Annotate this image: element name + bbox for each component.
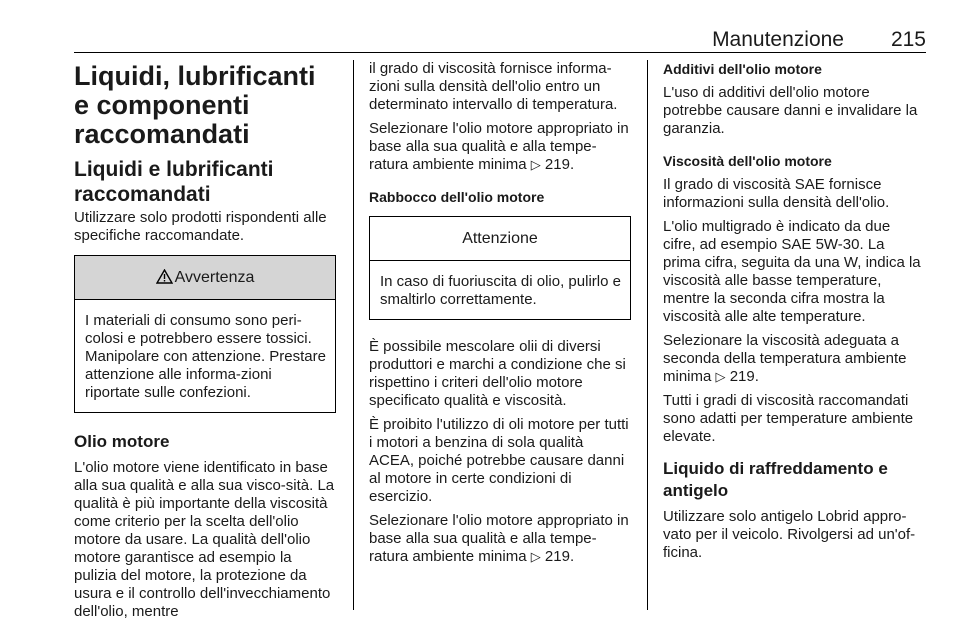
- page-reference[interactable]: 219.: [544, 548, 575, 565]
- page-reference[interactable]: 219.: [544, 156, 575, 173]
- section-subtitle: Liquidi e lubrificanti raccomandati: [74, 158, 274, 206]
- caution-box-title: Attenzione: [370, 217, 630, 261]
- warning-box-title: Avvertenza: [174, 269, 255, 286]
- additives-paragraph: L'uso di additivi dell'olio motore potrebbe causare danni e invalidare la garanzia.: [663, 84, 918, 137]
- reference-arrow-icon: ▷: [530, 549, 541, 564]
- additives-heading: Additivi dell'olio motore: [663, 61, 822, 77]
- column-3: [663, 60, 925, 568]
- oil-paragraph: L'olio motore viene identificato in base alla sua qualità e alla sua visco-sità. La qualità è più importante della viscosità come criterio per la scelta dell'olio motore da usare. La qualità dell'olio motore garantisce ad esempio la pulizia del motore, la protezione da usura e il controllo dell'invecchiamento dell'olio, mentre: [74, 459, 335, 620]
- viscosity-paragraph-2: L'olio multigrado è indicato da due cifre, ad esempio SAE 5W-30. La prima cifra, seguita da una W, indica la viscosità alle basse temperature, mentre la seconda cifra mostra la viscosità alle alte temperature.: [663, 218, 921, 325]
- caution-box: [369, 216, 631, 320]
- warning-triangle-icon: [156, 269, 173, 284]
- warning-box-text: I materiali di consumo sono peri-colosi e potrebbero essere tossici. Manipolare con attenzione. Prestare attenzione alle informa-zioni riportate sulle confezioni.: [85, 312, 326, 401]
- column-2: [369, 60, 631, 572]
- page-header: [74, 22, 926, 52]
- select-oil-text-2: Selezionare l'olio motore appropriato in base alla sua qualità e alla tempe-ratura ambiente minima: [369, 512, 629, 565]
- warning-box-header: [75, 256, 335, 300]
- page-title: Liquidi, lubrificanti e componenti raccomandati: [74, 61, 316, 149]
- reference-arrow-icon: ▷: [530, 157, 541, 172]
- reference-arrow-icon: ▷: [715, 369, 726, 384]
- viscosity-heading: Viscosità dell'olio motore: [663, 153, 832, 169]
- viscosity-paragraph-1: Il grado di viscosità SAE fornisce informazioni sulla densità dell'olio.: [663, 176, 890, 211]
- coolant-heading: Liquido di raffreddamento e antigelo: [663, 459, 888, 500]
- oil-heading: Olio motore: [74, 432, 170, 451]
- coolant-paragraph: Utilizzare solo antigelo Lobrid appro-vato per il veicolo. Rivolgersi ad un'of-ficina.: [663, 508, 916, 561]
- section-title: Manutenzione: [712, 28, 844, 51]
- select-oil-paragraph: [369, 120, 631, 174]
- intro-paragraph: Utilizzare solo prodotti rispondenti alle specifiche raccomandate.: [74, 209, 327, 244]
- select-oil-text: Selezionare l'olio motore appropriato in base alla sua qualità e alla tempe-ratura ambiente minima: [369, 120, 629, 173]
- header-divider: [74, 52, 926, 53]
- viscosity-paragraph-4: Tutti i gradi di viscosità raccomandati sono adatti per temperature ambiente elevate.: [663, 392, 914, 445]
- column-1: [74, 60, 336, 627]
- caution-box-text: In caso di fuoriuscita di olio, pulirlo e smaltirlo correttamente.: [380, 273, 621, 308]
- mixing-oils-paragraph: È possibile mescolare olii di diversi produttori e marchi a condizione che si rispettino i criteri dell'olio motore specificato qualità e viscosità.: [369, 338, 626, 409]
- acea-paragraph: È proibito l'utilizzo di oli motore per tutti i motori a benzina di sola qualità ACEA, poiché potrebbe causare danni al motore in certe condizioni di esercizio.: [369, 416, 629, 505]
- viscosity-paragraph-3: [663, 332, 925, 386]
- viscosity-continued-paragraph: il grado di viscosità fornisce informa-zioni sulla densità dell'olio entro un determinato intervallo di temperatura.: [369, 60, 618, 113]
- column-divider: [647, 60, 648, 610]
- refill-heading: Rabbocco dell'olio motore: [369, 189, 545, 205]
- warning-box: [74, 255, 336, 413]
- viscosity-text-3: Selezionare la viscosità adeguata a seconda della temperatura ambiente minima: [663, 332, 907, 385]
- column-divider: [353, 60, 354, 610]
- select-oil-paragraph-2: [369, 512, 631, 566]
- page-reference[interactable]: 219.: [729, 368, 759, 385]
- page-number: 215: [890, 28, 926, 51]
